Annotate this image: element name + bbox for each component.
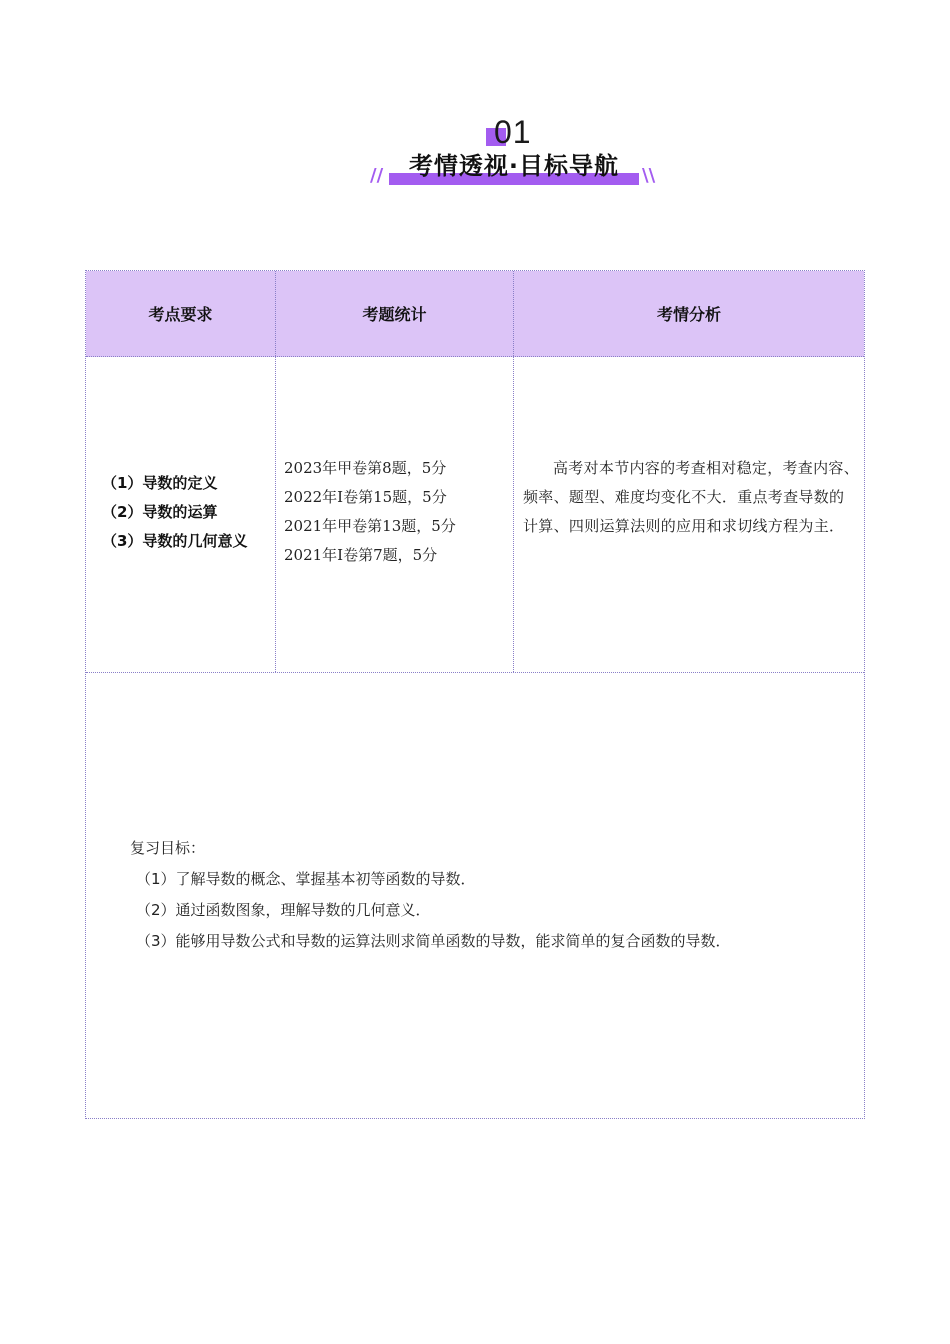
row-divider [86, 672, 864, 673]
list-item: （3）能够用导数公式和导数的运算法则求简单函数的导数，能求简单的复合函数的导数． [136, 932, 731, 950]
list-item: （2）通过函数图象，理解导数的几何意义． [136, 901, 431, 919]
header-statistics: 考题统计 [362, 305, 427, 324]
column-divider [513, 271, 514, 672]
section-title: 考情透视·目标导航 [408, 152, 620, 180]
list-item: 2021年Ⅰ卷第7题，5分 [284, 546, 438, 564]
list-item: 2022年Ⅰ卷第15题，5分 [284, 488, 447, 506]
statistics-list [284, 454, 456, 570]
section-number-text: 01 [494, 114, 532, 150]
exam-analysis-table [85, 270, 865, 1119]
slash-decoration-left-icon: // [370, 165, 384, 186]
slash-decoration-right-icon: \\ [642, 165, 656, 186]
table-header-row [86, 271, 864, 357]
review-goals [130, 833, 731, 957]
list-item: （1）导数的定义 [102, 474, 218, 492]
goals-title: 复习目标： [130, 839, 206, 857]
section-number [486, 114, 546, 154]
header-analysis: 考情分析 [656, 305, 721, 324]
analysis-text: 高考对本节内容的考查相对稳定，考查内容、频率、题型、难度均变化不大．重点考查导数的计算、四则运算法则的应用和求切线方程为主． [523, 459, 860, 535]
column-divider [275, 271, 276, 672]
header-requirements: 考点要求 [148, 305, 213, 324]
list-item: 2023年甲卷第8题，5分 [284, 459, 447, 477]
requirements-list [102, 469, 247, 556]
list-item: （2）导数的运算 [102, 503, 218, 521]
section-header [0, 100, 950, 200]
list-item: （1）了解导数的概念、掌握基本初等函数的导数． [136, 870, 476, 888]
list-item: （3）导数的几何意义 [102, 532, 248, 550]
list-item: 2021年甲卷第13题，5分 [284, 517, 456, 535]
